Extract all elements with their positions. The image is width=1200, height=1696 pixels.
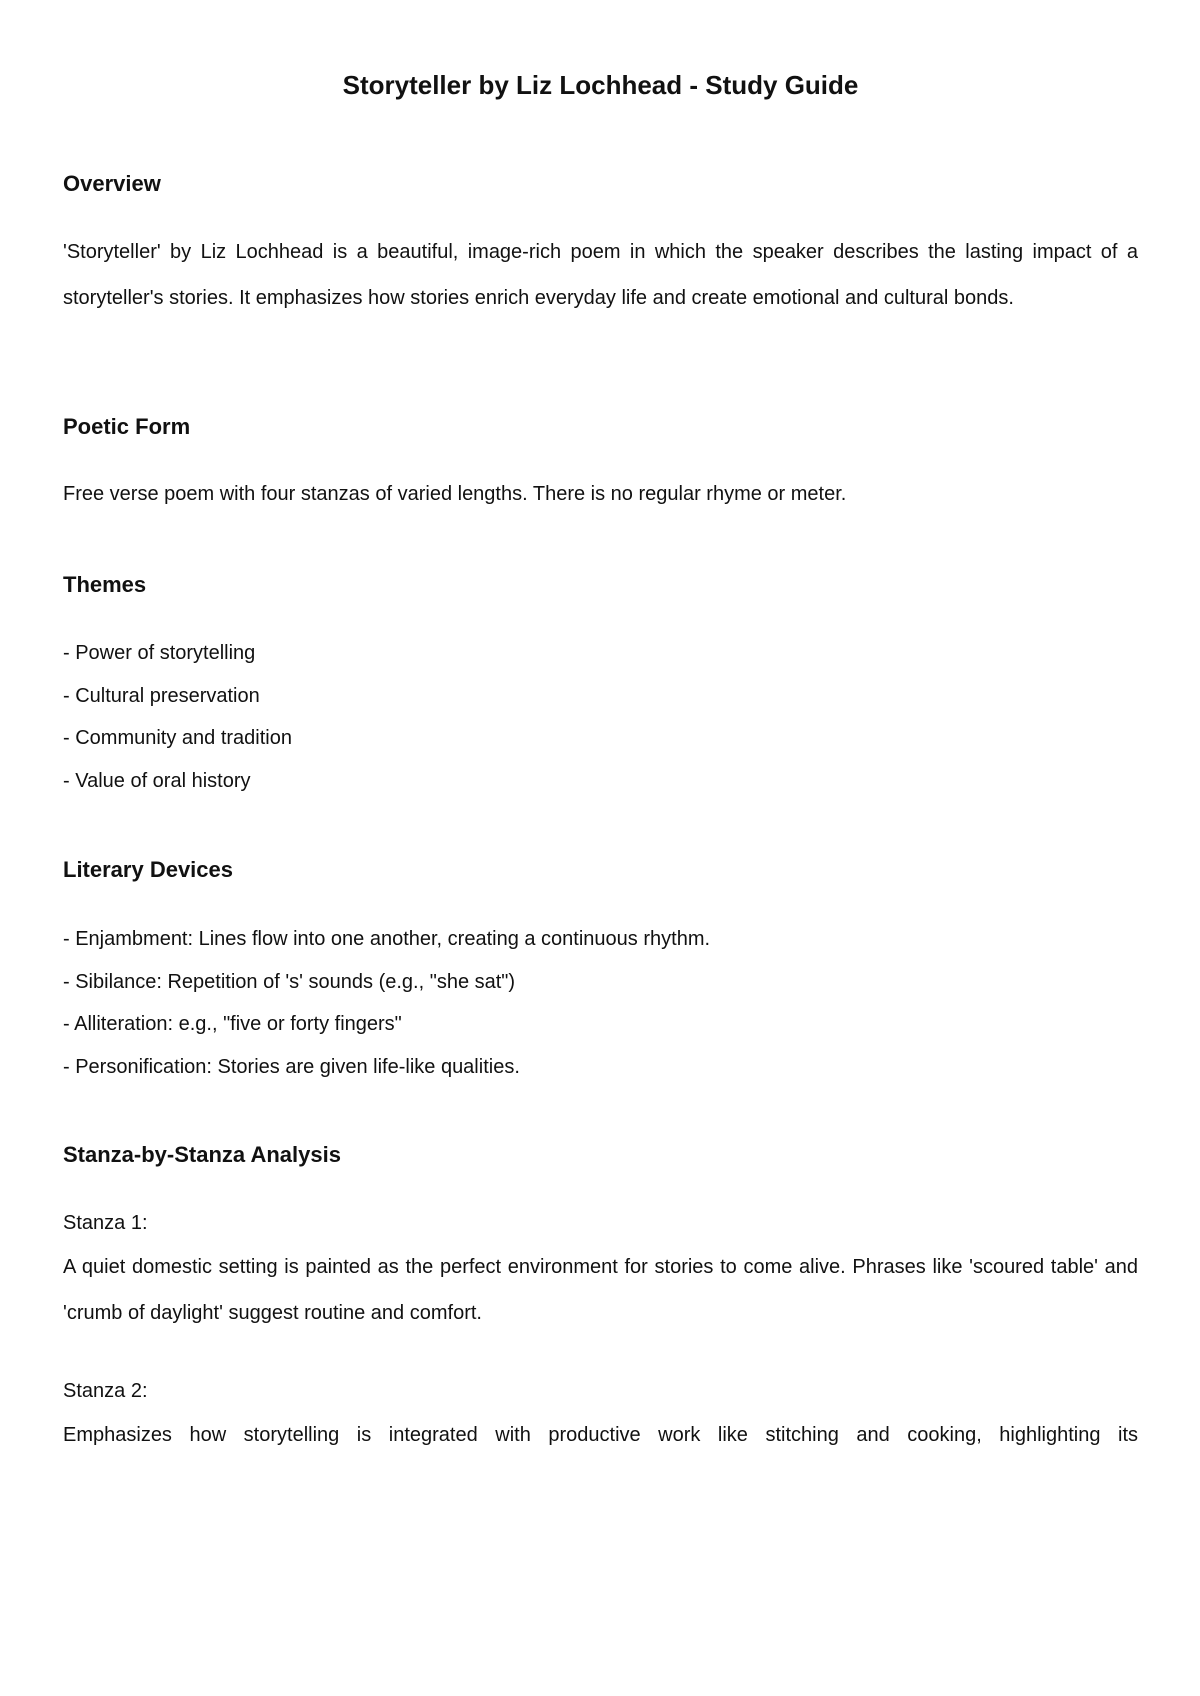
stanza-2-text: Emphasizes how storytelling is integrated with productive work like stitching and cooking, highlighting its <box>63 1424 1138 1446</box>
poetic-form-paragraph: Free verse poem with four stanzas of varied lengths. There is no regular rhyme or meter. <box>63 483 847 505</box>
overview-paragraph: 'Storyteller' by Liz Lochhead is a beautiful, image-rich poem in which the speaker describes the lasting impact of a storyteller's stories. It emphasizes how stories enrich everyday life and create emotional and cultural bonds. <box>63 241 1138 309</box>
theme-item: - Value of oral history <box>63 770 251 792</box>
literary-device-item: - Sibilance: Repetition of 's' sounds (e.g., "she sat") <box>63 971 516 993</box>
overview-heading: Overview <box>63 171 161 196</box>
literary-device-item: - Alliteration: e.g., "five or forty fingers" <box>63 1013 402 1035</box>
themes-heading: Themes <box>63 572 147 597</box>
stanza-1-label: Stanza 1: <box>63 1212 148 1234</box>
literary-devices-heading: Literary Devices <box>63 857 233 882</box>
literary-device-item: - Personification: Stories are given life-like qualities. <box>63 1056 520 1078</box>
document-title: Storyteller by Liz Lochhead - Study Guide <box>342 70 859 100</box>
stanza-2-label: Stanza 2: <box>63 1380 148 1402</box>
theme-item: - Power of storytelling <box>63 642 256 664</box>
theme-item: - Cultural preservation <box>63 685 260 707</box>
analysis-heading: Stanza-by-Stanza Analysis <box>63 1142 341 1167</box>
theme-item: - Community and tradition <box>63 727 292 749</box>
poetic-form-heading: Poetic Form <box>63 414 191 439</box>
stanza-1-text: A quiet domestic setting is painted as the perfect environment for stories to come alive. Phrases like 'scoured table' and 'crumb of daylight' suggest routine and comfort. <box>63 1256 1138 1324</box>
literary-device-item: - Enjambment: Lines flow into one another, creating a continuous rhythm. <box>63 928 711 950</box>
